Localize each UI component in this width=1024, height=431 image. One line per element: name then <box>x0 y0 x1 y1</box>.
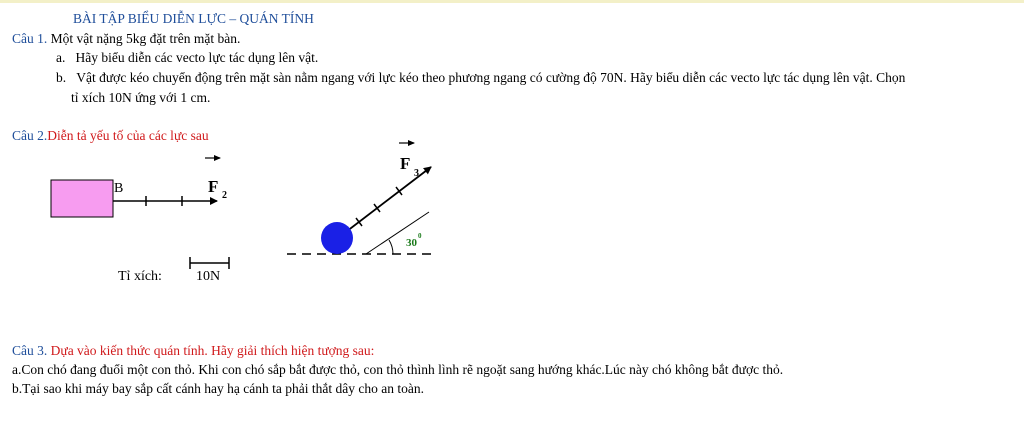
pink-block <box>51 180 113 217</box>
q3-line-a: a.Con chó đang đuổi một con thỏ. Khi con chó sắp bắt được thỏ, con thỏ thình lình rẽ ngoặt sang hướng khác.Lúc này chó không bắt được thỏ. <box>12 362 784 377</box>
q1-item-b-text: Vật được kéo chuyển động trên mặt sàn nằm ngang với lực kéo theo phương ngang có cường độ 70N. Hãy biểu diễn các vecto lực tác dụng lên vật. Chọn <box>76 70 906 85</box>
q1-item-b-cont: tỉ xích 10N ứng với 1 cm. <box>71 90 211 105</box>
block-label: B <box>114 181 124 196</box>
q3-label: Câu 3. <box>12 343 48 358</box>
f3-tick-1 <box>356 218 362 226</box>
q1-item-a-marker: a. <box>56 50 66 65</box>
f2-label: F <box>208 177 219 196</box>
q1-item-a-text: Hãy biểu diễn các vecto lực tác dụng lên vật. <box>75 50 319 65</box>
page-title: BÀI TẬP BIỂU DIỄN LỰC – QUÁN TÍNH <box>73 11 314 26</box>
f3-subscript: 3 <box>414 168 419 179</box>
q3-text: Dựa vào kiến thức quán tính. Hãy giải thích hiện tượng sau: <box>47 343 375 358</box>
q1-item-b-marker: b. <box>56 70 67 85</box>
angle-degree: 0 <box>418 232 422 240</box>
f3-label: F <box>400 154 411 173</box>
angle-label: 30 <box>406 237 417 249</box>
q2-text: Diễn tả yếu tố của các lực sau <box>47 128 209 143</box>
q1-label: Câu 1. <box>12 31 48 46</box>
f2-subscript: 2 <box>222 190 227 201</box>
scale-label: Tỉ xích: <box>118 269 162 284</box>
q1-text: Một vật nặng 5kg đặt trên mặt bàn. <box>47 31 241 46</box>
blue-ball <box>321 222 353 254</box>
q2-label: Câu 2. <box>12 128 48 143</box>
scale-value: 10N <box>196 269 221 284</box>
q3-line-b: b.Tại sao khi máy bay sắp cất cánh hay hạ cánh ta phải thắt dây cho an toàn. <box>12 381 424 396</box>
question-3 <box>12 343 374 359</box>
angle-arc <box>389 240 393 254</box>
